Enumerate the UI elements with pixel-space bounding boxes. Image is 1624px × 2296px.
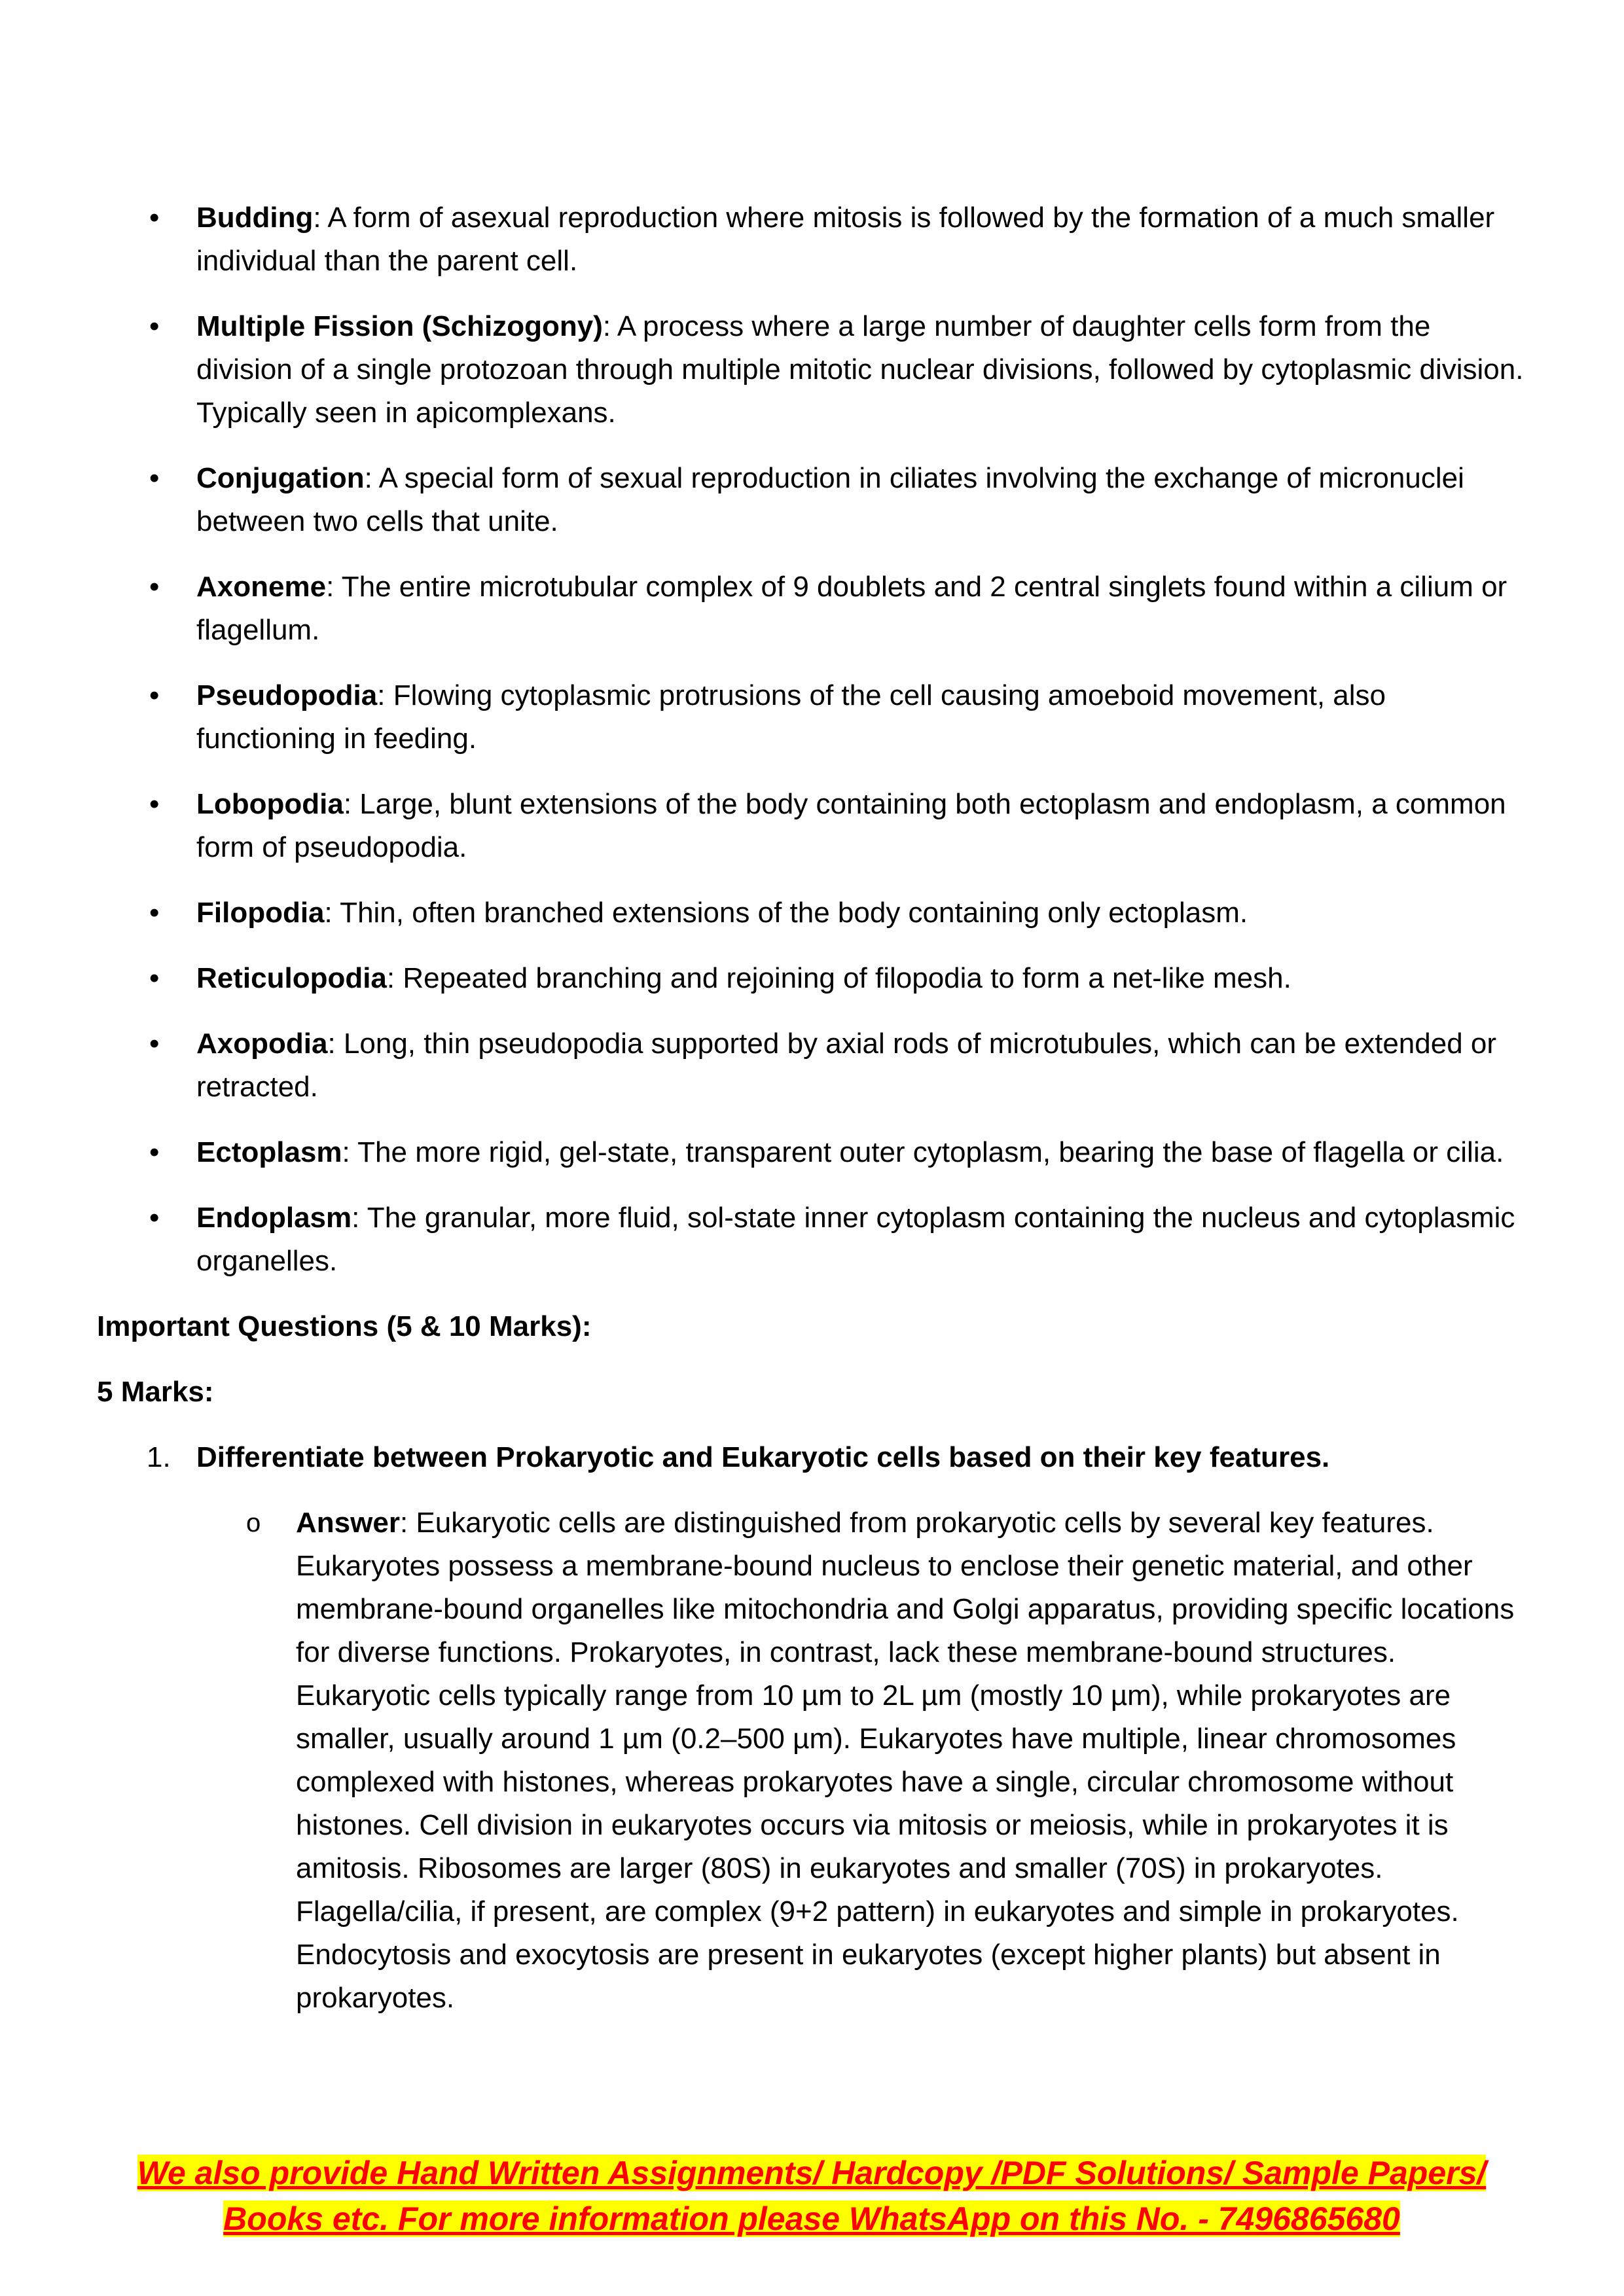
term-item <box>97 891 1524 935</box>
term-name: Conjugation <box>196 462 365 494</box>
bullet-icon: • <box>149 962 160 994</box>
marks-heading: 5 Marks: <box>97 1376 214 1408</box>
term-name: Axopodia <box>196 1028 328 1060</box>
answer-block <box>97 1501 1524 2020</box>
term-item <box>97 1131 1524 1174</box>
term-definition: : Thin, often branched extensions of the body containing only ectoplasm. <box>324 897 1248 929</box>
term-item <box>97 196 1524 283</box>
bullet-icon: • <box>149 571 160 603</box>
bullet-icon: • <box>149 462 160 494</box>
term-name: Ectoplasm <box>196 1136 342 1168</box>
term-name: Filopodia <box>196 897 325 929</box>
term-item <box>97 1022 1524 1109</box>
term-item <box>97 783 1524 869</box>
footer-line-2-text: Books etc. For more information please WhatsApp on this No. - 7496865680 <box>223 2200 1400 2237</box>
term-definition: : The entire microtubular complex of 9 doublets and 2 central singlets found within a cilium or flagellum. <box>196 571 1507 646</box>
term-name: Axoneme <box>196 571 327 603</box>
term-item <box>97 565 1524 652</box>
term-item <box>97 674 1524 761</box>
term-definition: : A form of asexual reproduction where mitosis is followed by the formation of a much smaller individual than the parent cell. <box>196 202 1495 277</box>
question-item <box>97 1436 1524 1479</box>
answer-body: : Eukaryotic cells are distinguished from prokaryotic cells by several key features. Eukaryotes possess a membrane-bound nucleus to enclose their genetic material, and other membrane-bound organelles like mitochondria and Golgi apparatus, providing specific locations for diverse functions. Prokaryotes, in contrast, lack these membrane-bound structures. Eukaryotic cells typically range from 10 µm to 2L µm (mostly 10 µm), while prokaryotes are smaller, usually around 1 µm (0.2–500 µm). Eukaryotes have multiple, linear chromosomes complexed with histones, whereas prokaryotes have a single, circular chromosome without histones. Cell division in eukaryotes occurs via mitosis or meiosis, while in prokaryotes it is amitosis. Ribosomes are larger (80S) in eukaryotes and smaller (70S) in prokaryotes. Flagella/cilia, if present, are complex (9+2 pattern) in eukaryotes and simple in prokaryotes. Endocytosis and exocytosis are present in eukaryotes (except higher plants) but absent in prokaryotes. <box>296 1507 1515 2014</box>
question-number: 1. <box>147 1441 171 1473</box>
bullet-icon: • <box>149 202 160 234</box>
answer-text <box>196 1501 1524 2020</box>
bullet-icon: • <box>149 1028 160 1060</box>
term-definition: : The granular, more fluid, sol-state inner cytoplasm containing the nucleus and cytoplasmic organelles. <box>196 1202 1515 1277</box>
circle-bullet-icon: o <box>246 1509 261 1537</box>
questions-list <box>97 1436 1524 1479</box>
term-definition: : Large, blunt extensions of the body containing both ectoplasm and endoplasm, a common form of pseudopodia. <box>196 788 1506 863</box>
term-definition: : Repeated branching and rejoining of filopodia to form a net-like mesh. <box>386 962 1291 994</box>
footer-line-1-text: We also provide Hand Written Assignments/ Hardcopy /PDF Solutions/ Sample Papers/ <box>137 2155 1487 2191</box>
footer-line-1 <box>98 2150 1525 2196</box>
term-item <box>97 1196 1524 1283</box>
bullet-icon: • <box>149 1202 160 1234</box>
term-name: Multiple Fission (Schizogony) <box>196 310 603 342</box>
bullet-icon: • <box>149 788 160 820</box>
term-item <box>97 957 1524 1000</box>
bullet-icon: • <box>149 897 160 929</box>
term-item <box>97 457 1524 543</box>
term-name: Budding <box>196 202 314 234</box>
term-name: Reticulopodia <box>196 962 387 994</box>
question-text: Differentiate between Prokaryotic and Eukaryotic cells based on their key features. <box>196 1441 1330 1473</box>
bullet-icon: • <box>149 310 160 342</box>
important-questions-heading: Important Questions (5 & 10 Marks): <box>97 1310 592 1342</box>
term-name: Pseudopodia <box>196 679 378 711</box>
terms-list <box>97 196 1524 1283</box>
term-definition: : Flowing cytoplasmic protrusions of the cell causing amoeboid movement, also functioning in feeding. <box>196 679 1386 755</box>
bullet-icon: • <box>149 679 160 711</box>
term-definition: : Long, thin pseudopodia supported by axial rods of microtubules, which can be extended or retracted. <box>196 1028 1497 1103</box>
term-definition: : A process where a large number of daughter cells form from the division of a single protozoan through multiple mitotic nuclear divisions, followed by cytoplasmic division. Typically seen in apicomplexans. <box>196 310 1524 429</box>
term-definition: : The more rigid, gel-state, transparent outer cytoplasm, bearing the base of flagella or cilia. <box>342 1136 1504 1168</box>
document-content <box>97 196 1524 2020</box>
term-name: Lobopodia <box>196 788 344 820</box>
bullet-icon: • <box>149 1136 160 1168</box>
answer-label: Answer <box>296 1507 400 1539</box>
term-item <box>97 305 1524 435</box>
term-name: Endoplasm <box>196 1202 352 1234</box>
footer-line-2 <box>98 2196 1525 2242</box>
term-definition: : A special form of sexual reproduction in ciliates involving the exchange of micronuclei between two cells that unite. <box>196 462 1464 537</box>
promo-footer <box>98 2150 1525 2242</box>
